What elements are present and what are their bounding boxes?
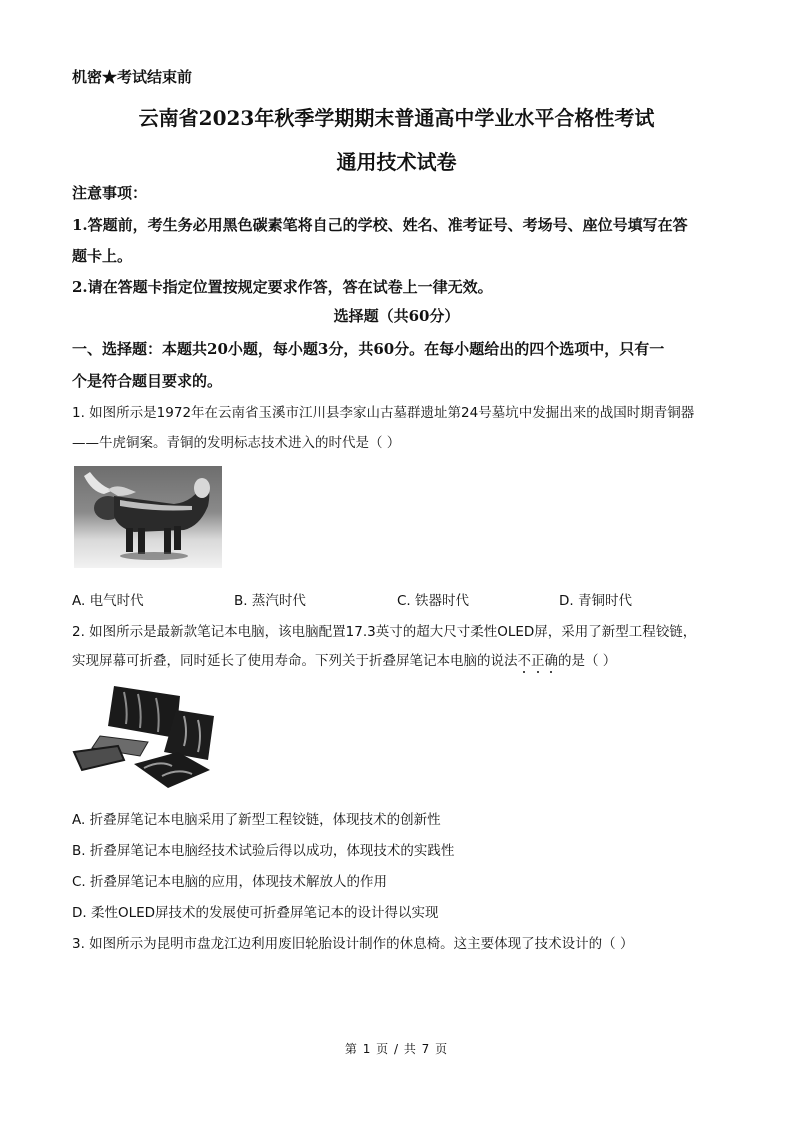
foldable-laptop-image <box>72 680 224 792</box>
section-instruction-line-1: 一、选择题：本题共20小题，每小题3分，共60分。在每小题给出的四个选项中，只有一 <box>72 340 665 358</box>
foldable-laptop-illustration <box>72 680 224 792</box>
question-1-text-line-1: 1. 如图所示是1972年在云南省玉溪市江川县李家山古墓群遗址第24号墓坑中发掘出来的战国时期青铜器 <box>72 405 695 421</box>
question-2-text-line-2-post: 的是（ ） <box>558 653 617 669</box>
question-1-option-c: C. 铁器时代 <box>397 593 470 609</box>
question-2-text-line-2-pre: 实现屏幕可折叠，同时延长了使用寿命。下列关于折叠屏笔记本电脑的说法 <box>72 653 518 669</box>
section-instruction-line-2: 个是符合题目要求的。 <box>72 372 223 390</box>
confidential-label: 机密★考试结束前 <box>72 68 193 86</box>
notes-heading: 注意事项： <box>72 184 148 202</box>
question-2-option-c: C. 折叠屏笔记本电脑的应用，体现技术解放人的作用 <box>72 874 388 890</box>
note-1-line-1: 1.答题前，考生务必用黑色碳素笔将自己的学校、姓名、准考证号、考场号、座位号填写在答 <box>72 216 688 234</box>
page-indicator: 第 1 页 / 共 7 页 <box>344 1042 449 1056</box>
question-2-text-line-2 <box>72 649 616 669</box>
question-1-option-d: D. 青铜时代 <box>559 593 632 609</box>
question-1-option-b: B. 蒸汽时代 <box>234 593 306 609</box>
question-2-option-a: A. 折叠屏笔记本电脑采用了新型工程铰链，体现技术的创新性 <box>72 812 441 828</box>
emphasis-char: 不 <box>517 653 531 669</box>
question-2-text-line-1: 2. 如图所示是最新款笔记本电脑，该电脑配置17.3英寸的超大尺寸柔性OLED屏，采用了新型工程铰链， <box>72 624 697 640</box>
section-heading: 选择题（共60分） <box>333 307 460 325</box>
note-1-line-2: 题卡上。 <box>72 247 133 265</box>
emphasis-char: 确 <box>544 653 558 669</box>
question-1-text-line-2: ——牛虎铜案。青铜的发明标志技术进入的时代是（ ） <box>72 435 401 451</box>
question-2-option-b: B. 折叠屏笔记本电脑经技术试验后得以成功，体现技术的实践性 <box>72 843 455 859</box>
question-3-text-line-1: 3. 如图所示为昆明市盘龙江边利用废旧轮胎设计制作的休息椅。这主要体现了技术设计的（ ） <box>72 936 634 952</box>
bronze-ox-illustration <box>74 466 222 568</box>
emphasis-char: 正 <box>531 653 545 669</box>
question-1-option-a: A. 电气时代 <box>72 593 144 609</box>
exam-title: 云南省2023年秋季学期期末普通高中学业水平合格性考试 <box>138 106 655 130</box>
question-2-option-d: D. 柔性OLED屏技术的发展使可折叠屏笔记本的设计得以实现 <box>72 905 439 921</box>
exam-subtitle: 通用技术试卷 <box>336 150 457 174</box>
note-2: 2.请在答题卡指定位置按规定要求作答，答在试卷上一律无效。 <box>72 278 493 296</box>
bronze-ox-tiger-table-image <box>74 466 222 568</box>
